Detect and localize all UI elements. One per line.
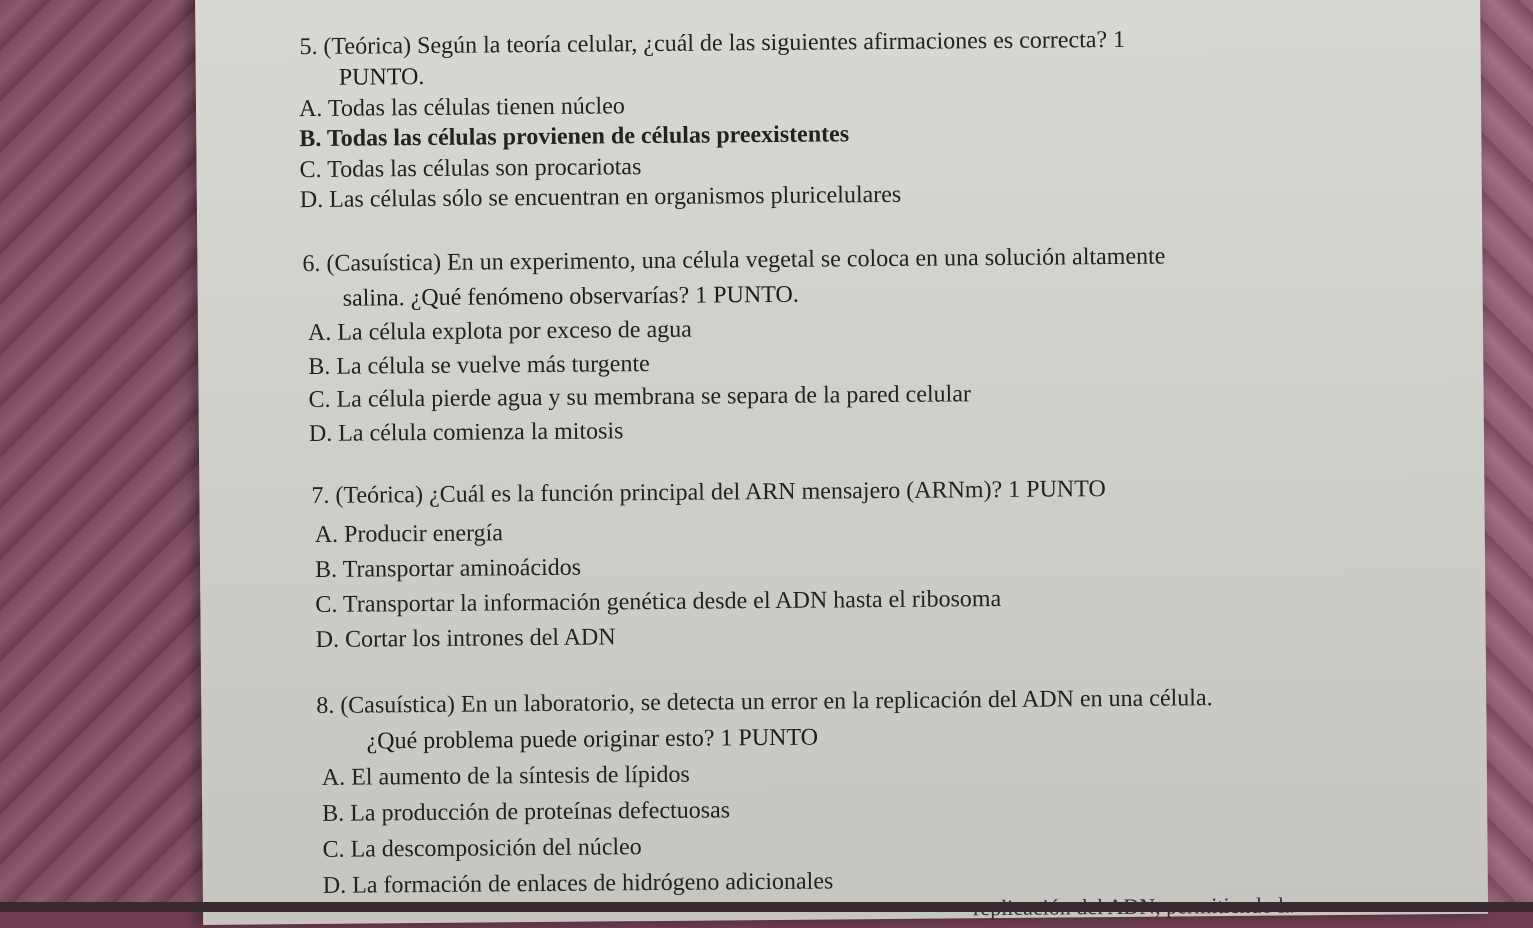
question-8-option-a: A. El aumento de la síntesis de lípidos — [321, 761, 690, 791]
question-5-stem: 5. (Teórica) Según la teoría celular, ¿cuál de las siguientes afirmaciones es correcta? 1 — [299, 26, 1126, 61]
question-5-option-b: B. Todas las células provienen de células preexistentes — [299, 121, 850, 153]
question-6-stem: 6. (Casuística) En un experimento, una célula vegetal se coloca en una solución altamente — [302, 243, 1166, 278]
question-8-option-c: C. La descomposición del núcleo — [322, 834, 642, 863]
question-8-option-b: B. La producción de proteínas defectuosas — [322, 797, 731, 827]
question-7-stem: 7. (Teórica) ¿Cuál es la función principal del ARN mensajero (ARNm)? 1 PUNTO — [311, 476, 1106, 510]
question-8-stem-cont: ¿Qué problema puede originar esto? 1 PUNTO — [366, 724, 819, 755]
question-7-option-a: A. Producir energía — [314, 520, 504, 548]
question-5-option-c: C. Todas las células son procariotas — [299, 154, 642, 184]
question-5-stem-cont: PUNTO. — [338, 64, 425, 91]
question-5-option-a: A. Todas las células tienen núcleo — [298, 93, 625, 123]
question-7-option-b: B. Transportar aminoácidos — [314, 554, 582, 583]
question-5-option-d: D. Las células sólo se encuentran en organismos pluricelulares — [299, 181, 902, 214]
question-7-option-d: D. Cortar los intrones del ADN — [315, 624, 616, 653]
exam-sheet — [195, 0, 1488, 925]
question-7-option-c: C. Transportar la información genética desde el ADN hasta el ribosoma — [315, 585, 1002, 618]
question-6-option-c: C. La célula pierde agua y su membrana se separa de la pared celular — [308, 381, 972, 414]
question-6-option-b: B. La célula se vuelve más turgente — [308, 351, 650, 381]
question-6-option-a: A. La célula explota por exceso de agua — [307, 316, 692, 347]
question-8-stem: 8. (Casuística) En un laboratorio, se detecta un error en la replicación del ADN en una célula. — [316, 685, 1213, 719]
bottom-shadow — [0, 902, 1533, 912]
question-8-option-d: D. La formación de enlaces de hidrógeno adicionales — [322, 868, 834, 899]
question-6-option-d: D. La célula comienza la mitosis — [308, 418, 624, 448]
question-6-stem-cont: salina. ¿Qué fenómeno observarías? 1 PUNTO. — [342, 281, 799, 312]
